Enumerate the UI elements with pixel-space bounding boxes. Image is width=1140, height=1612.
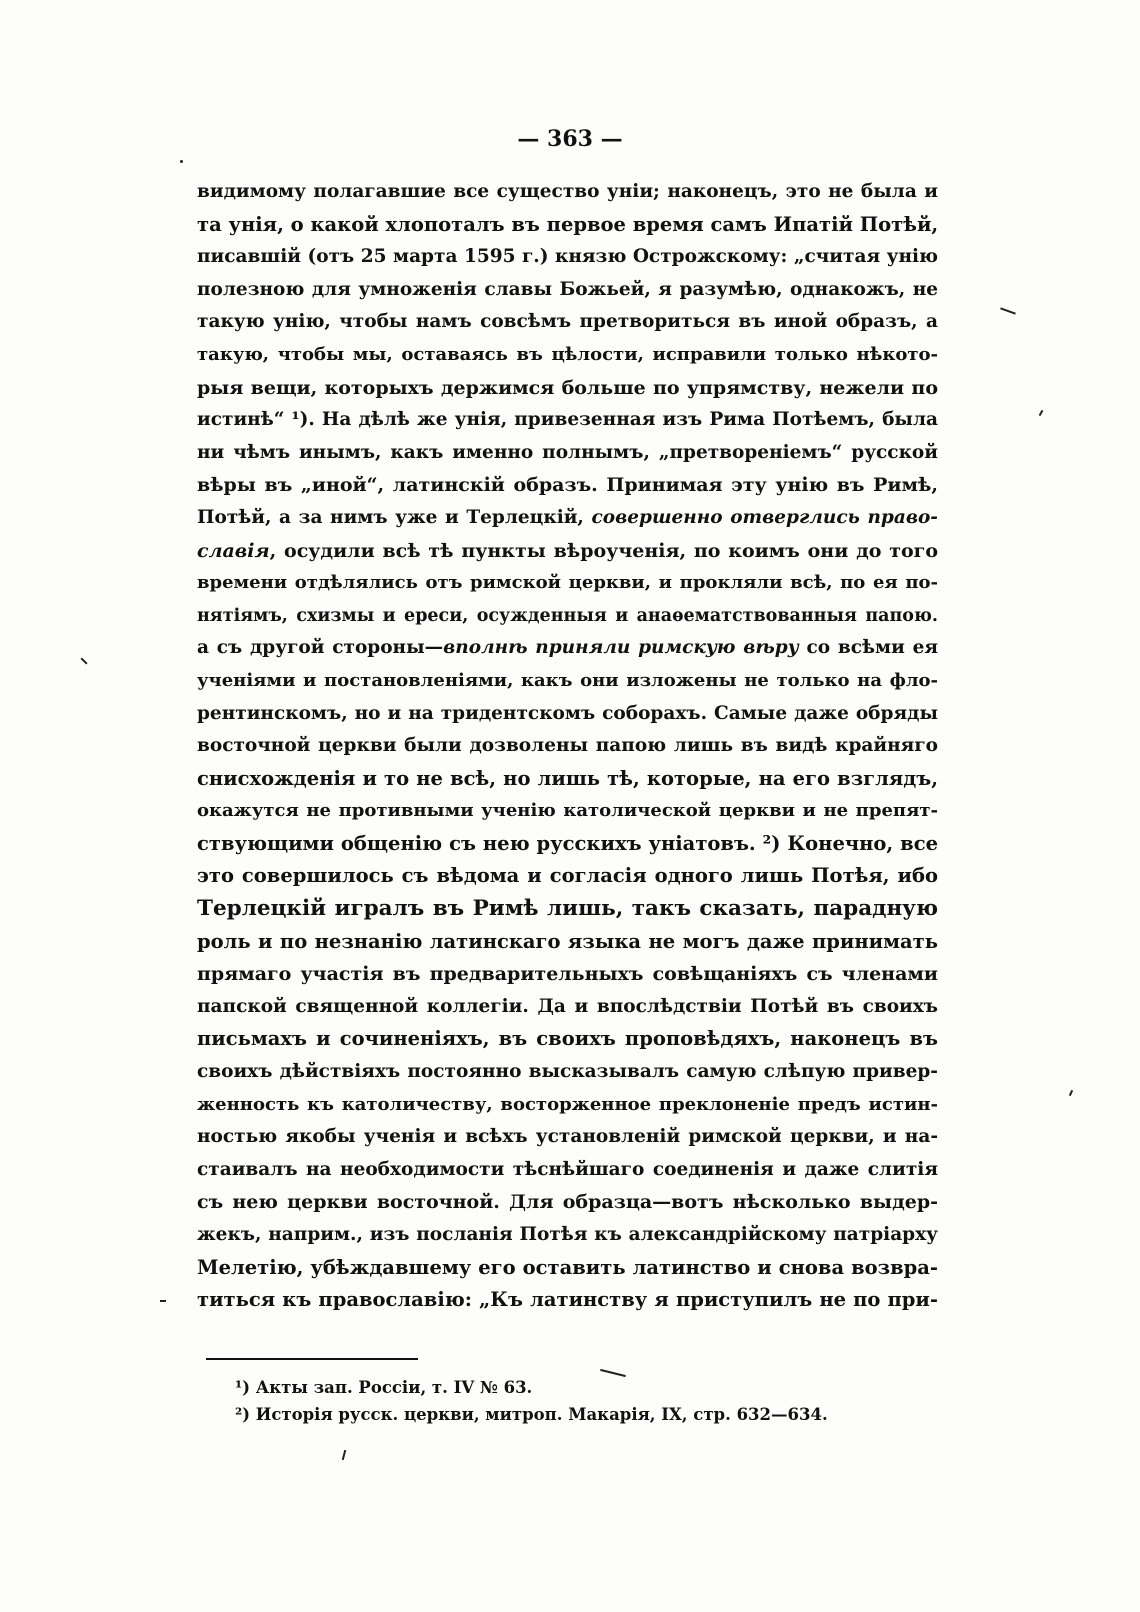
scan-speck <box>160 1300 166 1302</box>
text-line: стаивалъ на необходимости тѣснѣйшаго соединенія и даже слитія <box>197 1158 938 1180</box>
text-line: своихъ дѣйствіяхъ постоянно высказывалъ самую слѣпую привер- <box>197 1061 938 1083</box>
text-line: титься къ православію: „Къ латинству я приступилъ не по при- <box>197 1288 938 1312</box>
emphasis: славія <box>197 539 270 562</box>
text-line: рыя вещи, которыхъ держимся больше по упрямству, нежели по <box>197 376 938 399</box>
scan-speck <box>180 160 183 163</box>
scan-speck <box>1000 307 1016 314</box>
text-line: славія, осудили всѣ тѣ пункты вѣроученія, по коимъ они до того <box>197 539 938 562</box>
text-line: письмахъ и сочиненіяхъ, въ своихъ проповѣдяхъ, наконецъ въ <box>197 1027 938 1051</box>
page-number: — 363 — <box>517 126 623 152</box>
scan-speck <box>342 1450 347 1460</box>
text-line: такую унію, чтобы намъ совсѣмъ претвориться въ иной образъ, а <box>197 311 938 333</box>
text-line: ностью якобы ученія и всѣхъ установленій римской церкви, и на- <box>197 1126 938 1148</box>
text-line: снисхожденія и то не всѣ, но лишь тѣ, которые, на его взглядъ, <box>197 766 938 790</box>
text-line: это совершилось съ вѣдома и согласія одного лишь Потѣя, ибо <box>197 864 938 888</box>
text-line: нятіямъ, схизмы и ереси, осужденныя и анаѳематствованныя папою. <box>197 605 938 626</box>
text-line: вѣры въ „иной“, латинскій образъ. Принимая эту унію въ Римѣ, <box>197 474 938 497</box>
footnote-divider <box>206 1358 418 1360</box>
text-line: жекъ, наприм., изъ посланія Потѣя къ александрійскому патріарху <box>197 1224 938 1245</box>
text-line: восточной церкви были дозволены папою лишь въ видѣ крайняго <box>197 735 938 757</box>
text-line: рентинскомъ, но и на тридентскомъ соборахъ. Самые даже обряды <box>197 702 938 724</box>
text-line: Потѣй, а за нимъ уже и Терлецкій, совершенно отверглись право- <box>197 506 938 528</box>
text-line: окажутся не противными ученію католической церкви и не препят- <box>197 800 938 822</box>
body-text <box>197 176 938 1317</box>
footnote: ²) Исторія русск. церкви, митроп. Макарія, IX, стр. 632—634. <box>235 1405 828 1424</box>
text-line: съ нею церкви восточной. Для образца—вотъ нѣсколько выдер- <box>197 1191 938 1214</box>
text-line: прямаго участія въ предварительныхъ совѣщаніяхъ съ членами <box>197 963 938 986</box>
text-line: истинѣ“ ¹). На дѣлѣ же унія, привезенная изъ Рима Потѣемъ, была <box>197 409 938 431</box>
text-line: времени отдѣлялись отъ римской церкви, и прокляли всѣ, по ея по- <box>197 572 938 594</box>
emphasis: вполнѣ приняли римскую вѣру <box>443 637 799 659</box>
text-line: та унія, о какой хлопоталъ въ первое время самъ Ипатій Потѣй, <box>197 212 938 236</box>
footnotes <box>235 1374 935 1428</box>
text-line: ученіями и постановленіями, какъ они изложены не только на фло- <box>197 669 938 691</box>
scan-speck <box>1069 1090 1073 1096</box>
emphasis: совершенно отверглись право- <box>591 506 938 528</box>
text-line: видимому полагавшие все существо уніи; наконецъ, это не была и <box>197 181 938 202</box>
footnote: ¹) Акты зап. Россіи, т. IV № 63. <box>235 1378 533 1397</box>
text-line: а съ другой стороны—вполнѣ приняли римскую вѣру со всѣми ея <box>197 637 938 659</box>
text-line: такую, чтобы мы, оставаясь въ цѣлости, исправили только нѣкото- <box>197 343 938 365</box>
text-line: ствующими общенію съ нею русскихъ уніатовъ. ²) Конечно, все <box>197 831 938 855</box>
text-line: женность къ католичеству, восторженное преклоненіе предъ истин- <box>197 1093 938 1115</box>
scan-speck <box>1039 410 1044 416</box>
scan-speck <box>80 657 87 664</box>
text-line: папской священной коллегіи. Да и впослѣдствіи Потѣй въ своихъ <box>197 995 938 1017</box>
text-line: Терлецкій игралъ въ Римѣ лишь, такъ сказать, парадную <box>197 896 938 922</box>
text-line: ни чѣмъ инымъ, какъ именно полнымъ, „претвореніемъ“ русской <box>197 441 938 463</box>
text-line: роль и по незнанію латинскаго языка не могъ даже принимать <box>197 929 938 953</box>
text-line: полезною для умноженія славы Божьей, я разумѣю, однакожъ, не <box>197 278 938 300</box>
text-line: Мелетію, убѣждавшему его оставить латинство и снова возвра- <box>197 1255 938 1279</box>
text-line: писавшій (отъ 25 марта 1595 г.) князю Острожскому: „считая унію <box>197 246 938 268</box>
